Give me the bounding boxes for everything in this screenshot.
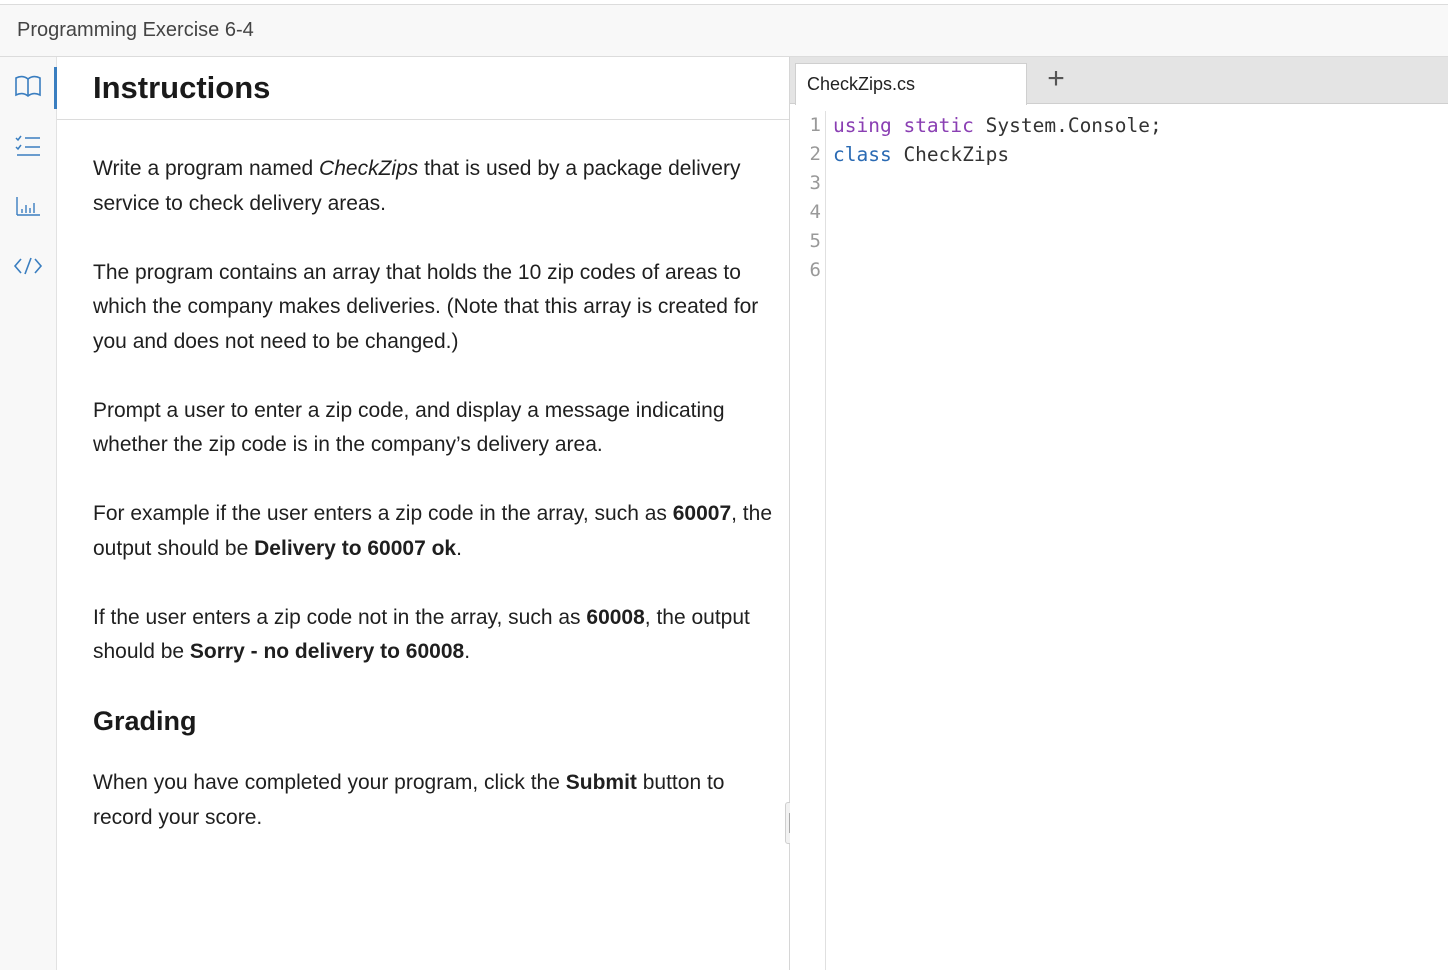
paragraph-grading	[93, 766, 773, 835]
tab-checkzips[interactable]	[795, 63, 1027, 105]
text: , the output should be	[93, 502, 773, 560]
line-number: 2	[809, 143, 821, 165]
text: Write a program named	[93, 157, 320, 180]
tab-label: CheckZips.cs	[807, 74, 916, 94]
output-example: Sorry - no delivery to 60008	[189, 640, 465, 663]
sidebar	[0, 57, 57, 970]
text: When you have completed your program, click the	[93, 771, 566, 794]
output-example: Delivery to 60007 ok	[254, 536, 457, 560]
keyword: static	[903, 114, 974, 137]
code-line[interactable]	[833, 169, 1443, 198]
instructions-panel	[57, 57, 789, 970]
code-text: System.Console;	[973, 114, 1162, 137]
checklist-icon[interactable]	[11, 129, 45, 163]
keyword: using	[833, 114, 892, 137]
bar-chart-icon[interactable]	[11, 189, 45, 223]
book-icon[interactable]	[11, 69, 45, 103]
instructions-heading: Instructions	[93, 70, 271, 105]
code-line[interactable]	[833, 256, 1443, 285]
paragraph-intro	[93, 152, 773, 221]
keyword: class	[833, 143, 892, 166]
code-area[interactable]	[833, 111, 1443, 285]
code-line[interactable]	[833, 227, 1443, 256]
text: button to record your score.	[93, 771, 725, 829]
text: If the user enters a zip code not in the array, such as	[93, 605, 587, 629]
text: .	[456, 536, 462, 560]
line-number: 1	[809, 114, 821, 136]
code-line[interactable]	[833, 111, 1443, 140]
paragraph-example-ok	[93, 497, 773, 566]
instructions-header	[57, 57, 789, 120]
add-tab-button[interactable]: +	[1047, 62, 1065, 95]
grading-heading: Grading	[93, 706, 197, 736]
submit-reference: Submit	[565, 771, 637, 794]
code-editor	[790, 57, 1448, 970]
code-line[interactable]	[833, 198, 1443, 227]
zip-example: 60007	[672, 502, 732, 525]
text: , the output should be	[93, 605, 750, 663]
window-title: Programming Exercise 6-4	[17, 19, 254, 41]
text: For example if the user enters a zip code in the array, such as	[93, 502, 673, 525]
line-number-gutter	[790, 111, 826, 970]
code-icon[interactable]	[11, 249, 45, 283]
line-number: 6	[809, 259, 821, 281]
title-bar	[0, 5, 1448, 57]
editor-tab-strip	[790, 57, 1448, 104]
code-text: CheckZips	[891, 143, 1010, 166]
paragraph-array: The program contains an array that holds the 10 zip codes of areas to which the company makes deliveries. (Note that this array is created for you and does not need to be changed.)	[93, 260, 759, 353]
instructions-body	[93, 152, 773, 870]
line-number: 3	[809, 172, 821, 194]
line-number: 5	[809, 230, 821, 252]
paragraph-prompt: Prompt a user to enter a zip code, and display a message indicating whether the zip code is in the company’s delivery area.	[93, 398, 725, 456]
paragraph-example-sorry	[93, 601, 773, 670]
code-line[interactable]	[833, 140, 1443, 169]
text: that is used by a package delivery service to check delivery areas.	[93, 157, 741, 215]
program-name: CheckZips	[319, 157, 419, 180]
text: .	[464, 640, 471, 663]
line-number: 4	[809, 201, 821, 223]
zip-example: 60008	[586, 605, 645, 629]
